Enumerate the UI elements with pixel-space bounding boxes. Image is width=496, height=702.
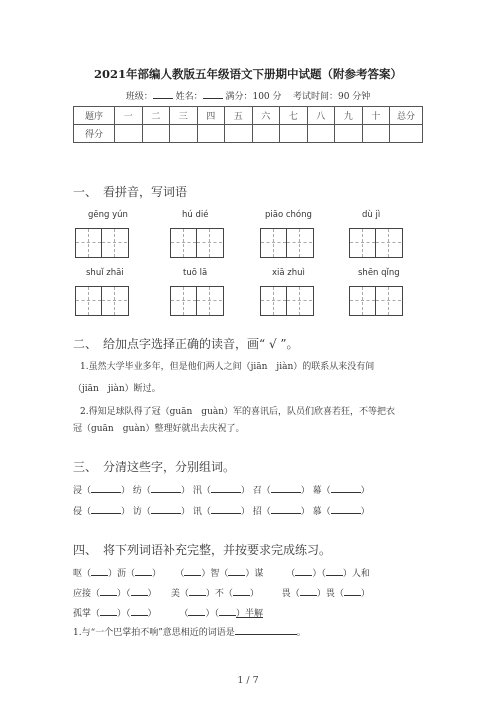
- section1-heading: 一、 看拼音，写词语: [73, 185, 188, 199]
- answer-blank[interactable]: [295, 566, 312, 576]
- char: 访: [132, 507, 142, 517]
- score-cell[interactable]: [197, 125, 225, 143]
- answer-blank[interactable]: [271, 483, 301, 493]
- score-header: 二: [142, 107, 170, 125]
- section2-heading: 二、 给加点字选择正确的读音，画“ √ ”。: [73, 337, 299, 351]
- idiom-row-1: 呕（ ）沥（ ） （ ）智（ ）谋 （ ）（ ）人和: [73, 566, 370, 579]
- pinyin-label: gēng yún: [88, 210, 128, 220]
- answer-blank[interactable]: [331, 504, 361, 514]
- class-blank[interactable]: [153, 89, 173, 99]
- answer-blank[interactable]: [300, 586, 317, 596]
- score-cell[interactable]: [225, 125, 253, 143]
- tianzige-box[interactable]: [75, 228, 129, 258]
- question-line: 冠（guān guàn）整理好就出去庆祝了。: [73, 424, 245, 434]
- score-header: 九: [335, 107, 363, 125]
- char: 幕: [312, 486, 322, 496]
- answer-blank[interactable]: [151, 504, 181, 514]
- tianzige-box[interactable]: [349, 286, 403, 316]
- answer-blank[interactable]: [131, 606, 148, 616]
- answer-blank[interactable]: [135, 566, 152, 576]
- pinyin-label: xiā zhuì: [272, 268, 305, 278]
- page-number: 1 / 7: [237, 675, 259, 686]
- answer-blank[interactable]: [91, 504, 121, 514]
- answer-blank[interactable]: [228, 566, 245, 576]
- score-header: 题序: [74, 107, 115, 125]
- score-header: 一: [115, 107, 143, 125]
- answer-blank[interactable]: [219, 606, 236, 616]
- score-header: 总分: [390, 107, 423, 125]
- score-header: 六: [252, 107, 280, 125]
- score-cell[interactable]: [362, 125, 390, 143]
- score-header: 七: [280, 107, 308, 125]
- tianzige-box[interactable]: [349, 228, 403, 258]
- score-cell[interactable]: [390, 125, 423, 143]
- answer-blank[interactable]: [100, 606, 117, 616]
- answer-blank[interactable]: [211, 483, 241, 493]
- answer-blank[interactable]: [151, 483, 181, 493]
- score-cell[interactable]: [252, 125, 280, 143]
- answer-blank[interactable]: [271, 504, 301, 514]
- answer-blank[interactable]: [235, 625, 297, 635]
- tianzige-box[interactable]: [260, 286, 314, 316]
- answer-blank[interactable]: [344, 586, 361, 596]
- tianzige-box[interactable]: [170, 286, 224, 316]
- answer-blank[interactable]: [326, 566, 343, 576]
- score-row: [74, 125, 423, 143]
- char: 讯: [192, 507, 202, 517]
- score-cell[interactable]: [115, 125, 143, 143]
- score-header: 十: [362, 107, 390, 125]
- score-header: 五: [225, 107, 253, 125]
- page-title: 2021年部编人教版五年级语文下册期中试题（附参考答案）: [93, 67, 402, 81]
- class-label: 班级：: [125, 92, 153, 102]
- full-score: 满分：100 分: [225, 92, 282, 102]
- char: 侵: [73, 507, 83, 517]
- question-line: （jiān jiàn）断过。: [73, 384, 161, 394]
- pinyin-label: dù jì: [362, 210, 381, 220]
- char: 招: [252, 507, 262, 517]
- score-cell[interactable]: [280, 125, 308, 143]
- score-table: [73, 106, 423, 143]
- pinyin-label: shēn qǐng: [358, 268, 400, 278]
- exam-info: [0, 89, 496, 102]
- name-label: 姓名：: [175, 92, 203, 102]
- char: 召: [252, 486, 262, 496]
- idiom-row-2: 应接（ ）（ ） 美（ ）不（ ） 畏（ ）畏（ ）: [73, 586, 370, 599]
- answer-blank[interactable]: [131, 586, 148, 596]
- answer-blank[interactable]: [188, 606, 205, 616]
- word-row-2: 侵（ ） 访（ ） 讯（ ） 招（ ） 慕（ ）: [73, 504, 370, 517]
- exam-time: 考试时间：90 分钟: [292, 92, 371, 102]
- question-text: 1.与“一个巴掌拍不响”意思相近的词语是: [73, 628, 235, 638]
- char: 慕: [312, 507, 322, 517]
- score-cell[interactable]: [335, 125, 363, 143]
- answer-blank[interactable]: [91, 566, 108, 576]
- score-header: 四: [197, 107, 225, 125]
- answer-blank[interactable]: [91, 483, 121, 493]
- pinyin-label: tuō lā: [183, 268, 208, 278]
- answer-blank[interactable]: [233, 586, 250, 596]
- tianzige-box[interactable]: [75, 286, 129, 316]
- pinyin-label: hú dié: [182, 210, 209, 220]
- char: 汛: [192, 486, 202, 496]
- score-header-row: [74, 107, 423, 125]
- char: 浸: [73, 486, 83, 496]
- score-header: 三: [170, 107, 198, 125]
- answer-blank[interactable]: [184, 566, 201, 576]
- question-line: 1.虽然大学毕业多年，但是他们两人之间（jiān jiàn）的联系从来没有间: [80, 362, 375, 372]
- char: 纺: [132, 486, 142, 496]
- pinyin-label: shuǐ zhāi: [86, 268, 124, 278]
- score-header: 八: [307, 107, 335, 125]
- tianzige-box[interactable]: [170, 228, 224, 258]
- section3-heading: 三、 分清这些字，分别组词。: [73, 460, 236, 474]
- answer-blank[interactable]: [331, 483, 361, 493]
- score-cell[interactable]: [142, 125, 170, 143]
- score-row-label: 得分: [74, 125, 115, 143]
- score-cell[interactable]: [170, 125, 198, 143]
- pinyin-label: piāo chóng: [265, 210, 312, 220]
- answer-blank[interactable]: [189, 586, 206, 596]
- answer-blank[interactable]: [100, 586, 117, 596]
- answer-blank[interactable]: [211, 504, 241, 514]
- word-row-1: 浸（ ） 纺（ ） 汛（ ） 召（ ） 幕（ ）: [73, 483, 370, 496]
- score-cell[interactable]: [307, 125, 335, 143]
- question-1: 1.与“一个巴掌拍不响”意思相近的词语是 。: [73, 625, 306, 638]
- question-line: 2.得知足球队得了冠（guān guàn）军的喜讯后，队员们欣喜若狂，不等把衣: [80, 407, 396, 417]
- tianzige-box[interactable]: [260, 228, 314, 258]
- name-blank[interactable]: [203, 89, 223, 99]
- idiom-row-3: 孤掌（ ）（ ） （ ）（ ）半解: [73, 606, 263, 619]
- section4-heading: 四、 将下列词语补充完整，并按要求完成练习。: [73, 543, 332, 557]
